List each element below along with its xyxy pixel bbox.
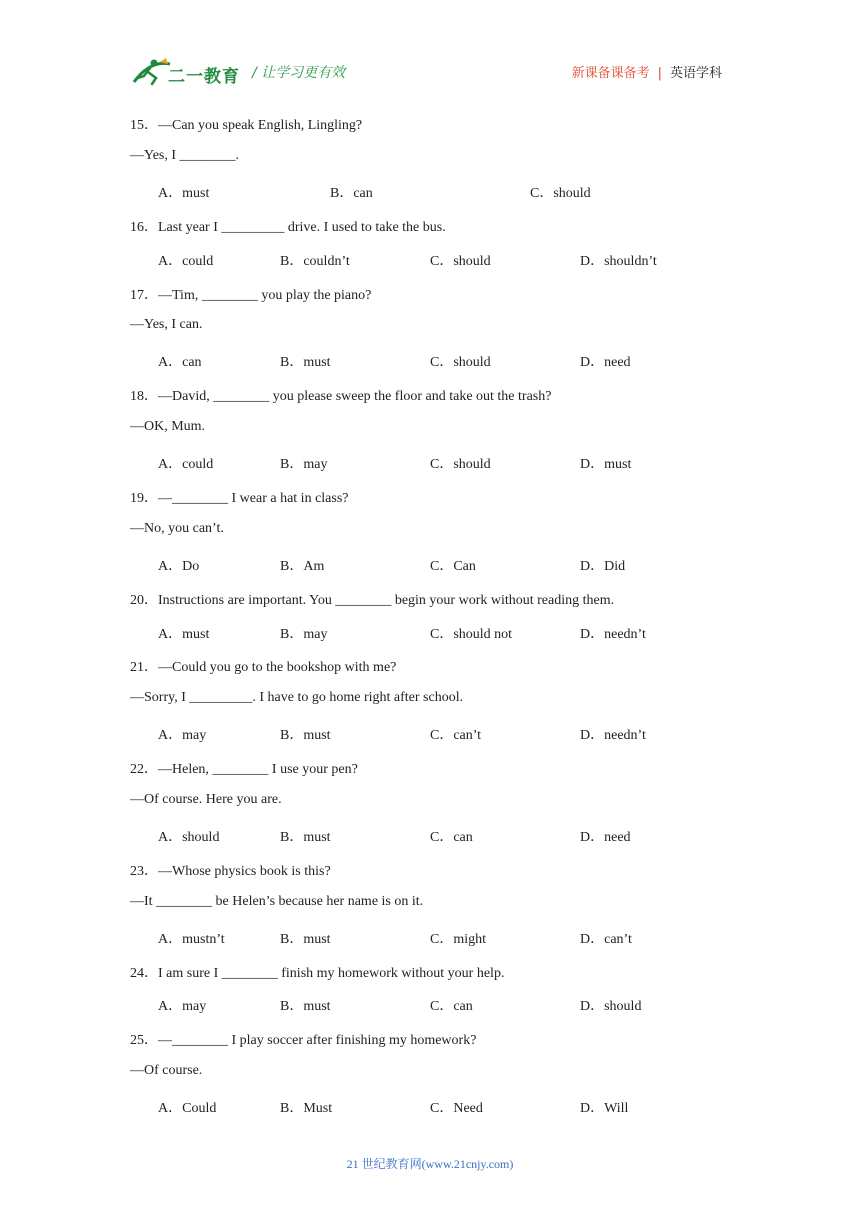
answer-option[interactable]: D．needn’t xyxy=(580,626,646,642)
answer-option[interactable]: A．may xyxy=(158,728,207,744)
question-stem: 22．—Helen, ________ I use your pen? xyxy=(130,762,358,778)
header-separator: | xyxy=(657,66,662,81)
question-stem: 20．Instructions are important. You ________ begin your work without reading them. xyxy=(130,592,615,608)
question-stem: 25．—________ I play soccer after finishing my homework? xyxy=(130,1033,477,1049)
options-row xyxy=(158,995,758,1015)
answer-option[interactable]: C．should xyxy=(430,253,491,269)
answer-option[interactable]: C．should xyxy=(430,457,491,472)
question-reply: —Yes, I ________. xyxy=(130,147,240,163)
page-footer: 21 世纪教育网(www.21cnjy.com) xyxy=(346,1157,514,1171)
answer-option[interactable]: C．can’t xyxy=(430,728,482,744)
answer-option[interactable]: D．needn’t xyxy=(580,728,646,744)
answer-option[interactable]: C．should xyxy=(530,185,591,201)
answer-option[interactable]: D．should xyxy=(580,999,642,1015)
answer-option[interactable]: A．Could xyxy=(158,1101,217,1117)
question-stem: 17．—Tim, ________ you play the piano? xyxy=(130,287,372,303)
options-row xyxy=(158,182,758,202)
answer-option[interactable]: D．Did xyxy=(580,558,626,574)
question-stem: 23．—Whose physics book is this? xyxy=(130,863,331,879)
options-row xyxy=(158,351,758,371)
question-stem: 21．—Could you go to the bookshop with me? xyxy=(130,660,397,676)
answer-option[interactable]: B．must xyxy=(280,999,331,1015)
question-stem: 16．Last year I _________ drive. I used to take the bus. xyxy=(130,219,446,235)
answer-option[interactable]: D．can’t xyxy=(580,931,632,947)
answer-option[interactable]: C．might xyxy=(430,931,487,947)
options-row xyxy=(158,826,758,846)
answer-option[interactable]: D．Will xyxy=(580,1101,629,1117)
question-reply: —It ________ be Helen’s because her name is on it. xyxy=(130,893,424,909)
answer-option[interactable]: C．should xyxy=(430,355,491,371)
answer-option[interactable]: A．mustn’t xyxy=(158,931,225,947)
question-stem: 24．I am sure I ________ finish my homework without your help. xyxy=(130,965,505,981)
logo-text: 二一教育 xyxy=(168,67,240,87)
answer-option[interactable]: B．may xyxy=(280,626,328,642)
answer-option[interactable]: D．must xyxy=(580,457,632,472)
header-primary: 新课备课备考 xyxy=(571,66,650,81)
slogan: / 让学习更有效 xyxy=(252,65,346,81)
answer-option[interactable]: A．could xyxy=(158,457,214,472)
question-reply: —No, you can’t. xyxy=(130,520,224,536)
answer-option[interactable]: A．must xyxy=(158,626,210,642)
answer-option[interactable]: B．can xyxy=(330,185,373,201)
answer-option[interactable]: B．couldn’t xyxy=(280,253,350,269)
header-subject xyxy=(572,62,722,81)
answer-option[interactable]: B．must xyxy=(280,728,331,744)
question-stem: 15．—Can you speak English, Lingling? xyxy=(130,118,363,133)
answer-option[interactable]: A．may xyxy=(158,999,207,1015)
question-reply: —Of course. Here you are. xyxy=(130,792,282,807)
answer-option[interactable]: D．need xyxy=(580,829,631,845)
question-stem: 18．—David, ________ you please sweep the floor and take out the trash? xyxy=(130,389,552,405)
answer-option[interactable]: B．must xyxy=(280,931,331,947)
options-row xyxy=(158,453,758,473)
options-row xyxy=(158,250,758,270)
answer-option[interactable]: D．shouldn’t xyxy=(580,253,657,269)
options-row xyxy=(158,928,758,948)
options-row xyxy=(158,623,758,643)
options-row xyxy=(158,555,758,575)
answer-option[interactable]: A．can xyxy=(158,355,202,371)
answer-option[interactable]: B．must xyxy=(280,829,331,845)
answer-option[interactable]: A．could xyxy=(158,253,214,269)
page-header xyxy=(0,0,860,100)
header-secondary: 英语学科 xyxy=(669,66,722,81)
answer-option[interactable]: D．need xyxy=(580,355,631,371)
question-reply: —Yes, I can. xyxy=(130,317,203,333)
options-row xyxy=(158,1097,758,1117)
answer-option[interactable]: C．Need xyxy=(430,1101,483,1117)
answer-option[interactable]: C．can xyxy=(430,999,473,1015)
answer-option[interactable]: B．Am xyxy=(280,558,325,574)
question-reply: —OK, Mum. xyxy=(130,419,206,435)
answer-option[interactable]: A．must xyxy=(158,185,210,201)
answer-option[interactable]: B．Must xyxy=(280,1101,333,1117)
answer-option[interactable]: C．Can xyxy=(430,558,476,574)
answer-option[interactable]: C．can xyxy=(430,829,473,845)
answer-option[interactable]: A．Do xyxy=(158,558,200,574)
answer-option[interactable]: A．should xyxy=(158,829,220,845)
answer-option[interactable]: B．must xyxy=(280,355,331,371)
answer-option[interactable]: C．should not xyxy=(430,626,513,642)
question-reply: —Sorry, I _________. I have to go home right after school. xyxy=(130,690,464,706)
question-reply: —Of course. xyxy=(130,1063,203,1079)
question-stem: 19．—________ I wear a hat in class? xyxy=(130,490,349,506)
answer-option[interactable]: B．may xyxy=(280,457,328,472)
options-row xyxy=(158,724,758,744)
